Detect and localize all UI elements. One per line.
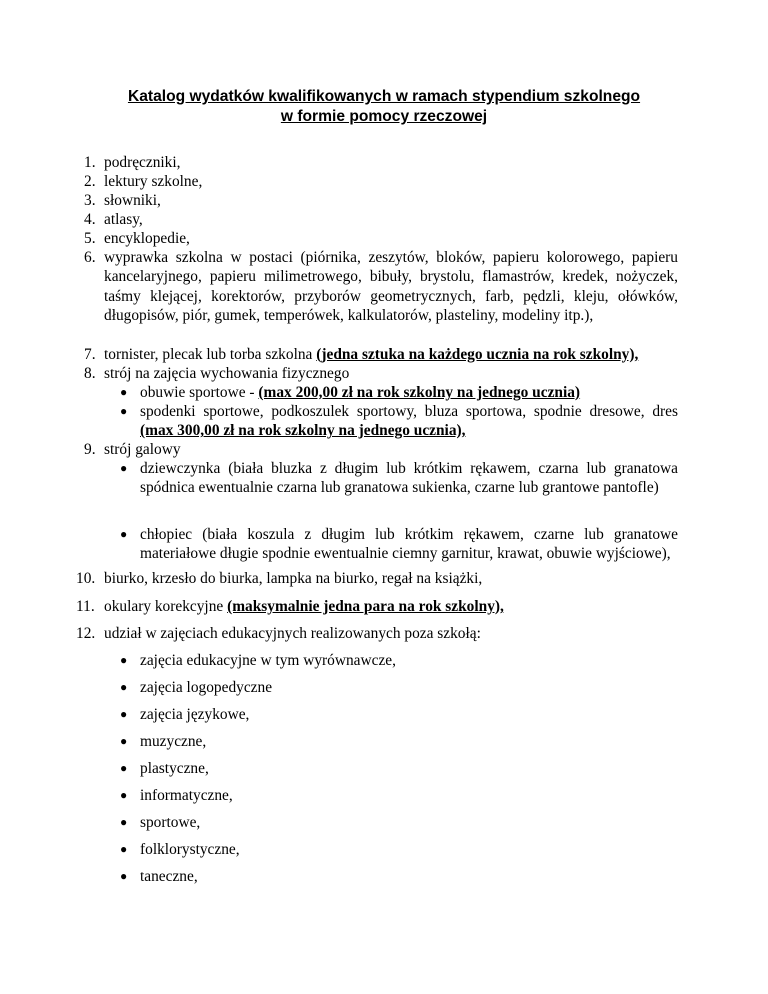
bullet-emphasis: (max 200,00 zł na rok szkolny na jednego ucznia) bbox=[258, 384, 581, 401]
bullet-text: sportowe, bbox=[140, 814, 201, 831]
item-number: 11. bbox=[76, 598, 95, 615]
item-number: 6. bbox=[84, 249, 96, 266]
bullet-item bbox=[120, 786, 678, 805]
bullet-item bbox=[120, 383, 678, 402]
bullet-text: folklorystyczne, bbox=[140, 841, 240, 858]
item-number: 10. bbox=[76, 570, 96, 587]
item-number: 1. bbox=[84, 154, 96, 171]
list-item bbox=[84, 229, 678, 248]
bullet-icon: ● bbox=[120, 385, 128, 399]
item-number: 7. bbox=[84, 346, 96, 363]
document-title-line1: Katalog wydatków kwalifikowanych w ramach stypendium szkolnego bbox=[127, 88, 641, 105]
bullet-text: plastyczne, bbox=[140, 760, 209, 777]
list-item bbox=[76, 597, 678, 616]
bullet-item bbox=[120, 759, 678, 778]
bullet-icon: ● bbox=[120, 842, 128, 856]
bullet-text: dziewczynka (biała bluzka z długim lub krótkim rękawem, czarna lub granatowa spódnica ewentualnie czarna lub granatowa sukienka, czarne lub grantowe pantofle) bbox=[140, 460, 678, 497]
bullet-item bbox=[120, 525, 678, 564]
item-text: słowniki, bbox=[104, 192, 161, 209]
document-title-line2: w formie pomocy rzeczowej bbox=[280, 108, 488, 125]
item-text: udział w zajęciach edukacyjnych realizowanych poza szkołą: bbox=[104, 625, 481, 642]
bullet-item bbox=[120, 813, 678, 832]
list-item bbox=[84, 172, 678, 191]
item-number: 2. bbox=[84, 173, 96, 190]
item-text: wyprawka szkolna w postaci (piórnika, zeszytów, bloków, papieru kolorowego, papieru kancelaryjnego, papieru milimetrowego, bibuły, brystolu, flamastrów, kredek, nożyczek, taśmy klejącej, korektorów, przyborów geometrycznych, farb, pędzli, kleju, ołówków, długopisów, piór, gumek, temperówek, kalkulatorów, plasteliny, modeliny itp.), bbox=[104, 249, 678, 325]
bullet-icon: ● bbox=[120, 734, 128, 748]
item-number: 12. bbox=[76, 625, 96, 642]
list-item bbox=[84, 191, 678, 210]
bullet-icon: ● bbox=[120, 815, 128, 829]
bullet-item bbox=[120, 402, 678, 441]
bullet-icon: ● bbox=[120, 707, 128, 721]
bullet-text: taneczne, bbox=[140, 868, 198, 885]
bullet-text: zajęcia edukacyjne w tym wyrównawcze, bbox=[140, 652, 396, 669]
item-text: strój galowy bbox=[104, 441, 181, 458]
bullet-icon: ● bbox=[120, 527, 128, 541]
list-item bbox=[84, 153, 678, 172]
bullet-text: spodenki sportowe, podkoszulek sportowy, bluza sportowa, spodnie dresowe, dres bbox=[140, 403, 678, 420]
list-item bbox=[84, 440, 678, 459]
bullet-icon: ● bbox=[120, 404, 128, 418]
item-text: okulary korekcyjne bbox=[104, 598, 228, 615]
bullet-item bbox=[120, 678, 678, 697]
item-text: biurko, krzesło do biurka, lampka na biurko, regał na książki, bbox=[104, 570, 483, 587]
bullet-text: informatyczne, bbox=[140, 787, 233, 804]
item-number: 3. bbox=[84, 192, 96, 209]
bullet-icon: ● bbox=[120, 788, 128, 802]
item-number: 5. bbox=[84, 230, 96, 247]
list-item bbox=[76, 624, 678, 643]
item-number: 4. bbox=[84, 211, 96, 228]
item-text: encyklopedie, bbox=[104, 230, 190, 247]
bullet-icon: ● bbox=[120, 680, 128, 694]
bullet-item bbox=[120, 867, 678, 886]
list-item bbox=[84, 248, 678, 326]
bullet-text: zajęcia językowe, bbox=[140, 706, 250, 723]
bullet-icon: ● bbox=[120, 653, 128, 667]
item-text: tornister, plecak lub torba szkolna bbox=[104, 346, 317, 363]
item-text: atlasy, bbox=[104, 211, 143, 228]
list-item bbox=[84, 364, 678, 383]
item-emphasis: (maksymalnie jedna para na rok szkolny), bbox=[227, 598, 504, 615]
item-emphasis: (jedna sztuka na każdego ucznia na rok szkolny), bbox=[316, 346, 639, 363]
item-text: podręczniki, bbox=[104, 154, 181, 171]
item-number: 8. bbox=[84, 365, 96, 382]
item-number: 9. bbox=[84, 441, 96, 458]
bullet-emphasis: (max 300,00 zł na rok szkolny na jednego ucznia), bbox=[140, 422, 466, 440]
list-item bbox=[84, 345, 678, 364]
bullet-item bbox=[120, 651, 678, 670]
bullet-icon: ● bbox=[120, 869, 128, 883]
item-text: lektury szkolne, bbox=[104, 173, 203, 190]
bullet-text: muzyczne, bbox=[140, 733, 207, 750]
bullet-icon: ● bbox=[120, 461, 128, 475]
bullet-item bbox=[120, 732, 678, 751]
bullet-text: zajęcia logopedyczne bbox=[140, 679, 273, 696]
bullet-item bbox=[120, 705, 678, 724]
bullet-text: obuwie sportowe - bbox=[140, 384, 259, 401]
item-text: strój na zajęcia wychowania fizycznego bbox=[104, 365, 350, 382]
list-item bbox=[84, 210, 678, 229]
bullet-icon: ● bbox=[120, 761, 128, 775]
list-item bbox=[76, 569, 678, 588]
bullet-item bbox=[120, 459, 678, 498]
bullet-text: chłopiec (biała koszula z długim lub krótkim rękawem, czarne lub granatowe materiałowe długie spodnie ewentualnie ciemny garnitur, krawat, obuwie wyjściowe), bbox=[140, 526, 678, 563]
bullet-item bbox=[120, 840, 678, 859]
